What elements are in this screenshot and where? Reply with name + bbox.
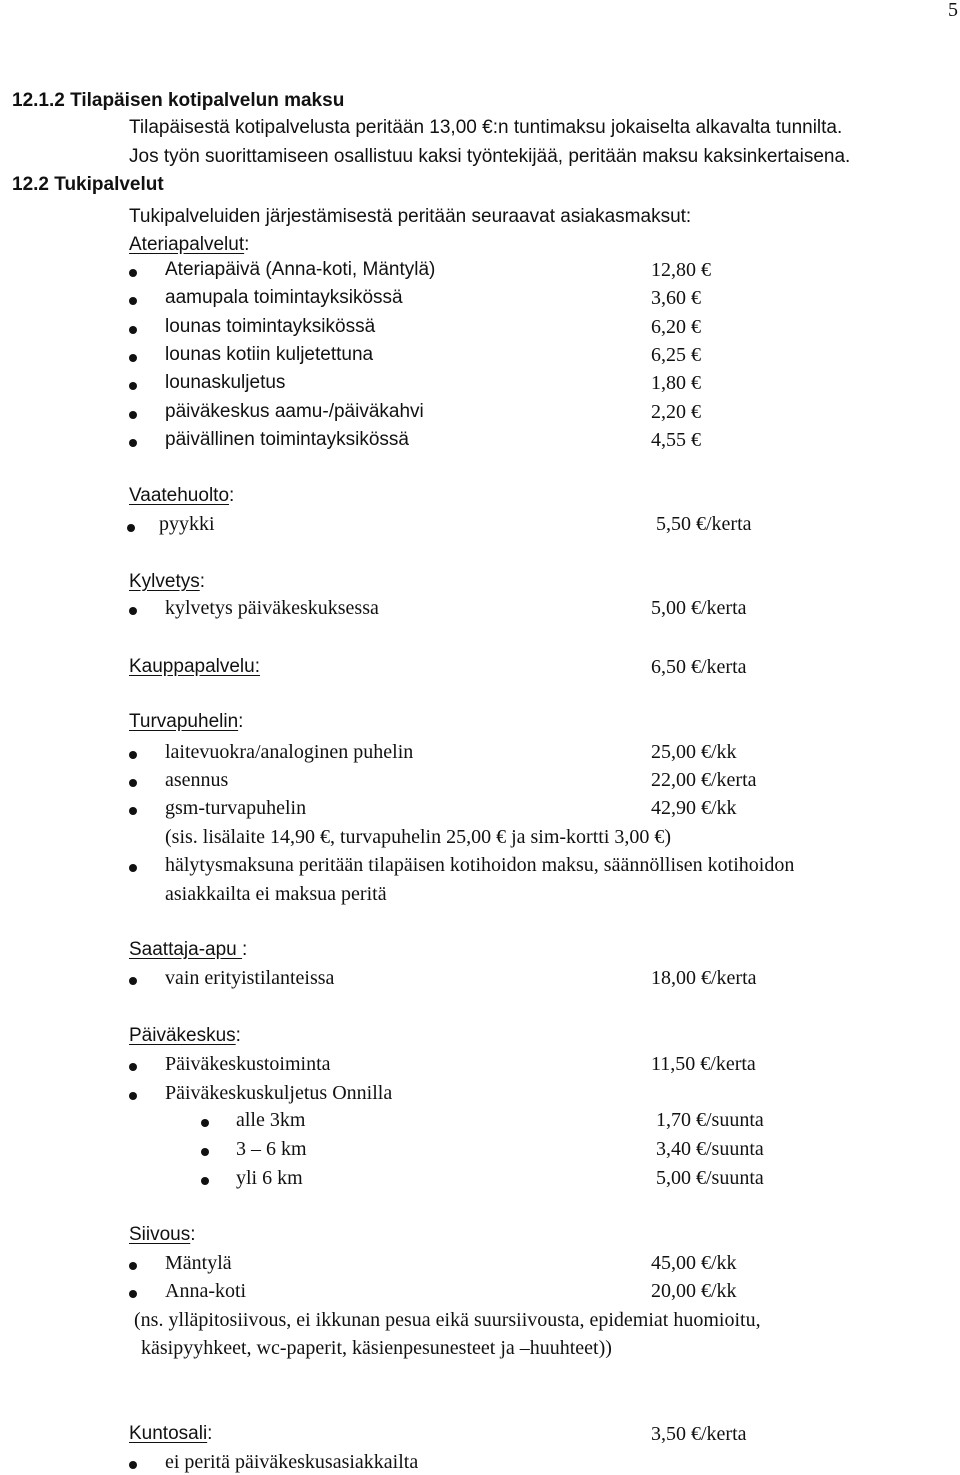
bullet-icon: [129, 354, 137, 362]
note-text: (sis. lisälaite 14,90 €, turvapuhelin 25,00 € ja sim-kortti 3,00 €): [165, 826, 672, 848]
bullet-icon: [129, 1092, 137, 1100]
section-heading-12-2: 12.2 Tukipalvelut: [12, 174, 164, 195]
subheading-text: Vaatehuolto: [129, 485, 230, 506]
subheading-text: Kylvetys: [129, 571, 200, 592]
price-label: pyykki: [159, 513, 215, 535]
subheading-text: Ateriapalvelut: [129, 234, 245, 255]
subheading-turvapuhelin: Turvapuhelin:: [129, 711, 244, 732]
price-value: 2,20 €: [651, 400, 701, 423]
alarm-text: asiakkailta ei maksua peritä: [165, 883, 387, 905]
subheading-kylvetys: Kylvetys:: [129, 571, 206, 592]
alarm-text: hälytysmaksuna peritään tilapäisen kotihoidon maksu, säännöllisen kotihoidon: [165, 854, 795, 876]
bullet-icon: [129, 864, 137, 872]
price-value: 3,50 €/kerta: [651, 1423, 747, 1445]
price-value: 11,50 €/kerta: [651, 1053, 756, 1075]
price-label: alle 3km: [236, 1109, 306, 1131]
paragraph-line: Jos työn suorittamiseen osallistuu kaksi työntekijää, peritään maksu kaksinkertaisena.: [129, 146, 851, 167]
price-value: 6,50 €/kerta: [651, 656, 747, 678]
price-value: 5,00 €/suunta: [656, 1167, 764, 1189]
price-value: 22,00 €/kerta: [651, 769, 757, 791]
paragraph-line: Tilapäisestä kotipalvelusta peritään 13,00 €:n tuntimaksu jokaiselta alkavalta tunnilta.: [129, 117, 843, 138]
price-value: 18,00 €/kerta: [651, 967, 757, 989]
price-value: 1,80 €: [651, 372, 701, 395]
price-value: 25,00 €/kk: [651, 741, 737, 763]
subheading-text: Saattaja-apu: [129, 939, 243, 960]
price-label: laitevuokra/analoginen puhelin: [165, 741, 414, 763]
bullet-icon: [129, 439, 137, 447]
price-value: 1,70 €/suunta: [656, 1109, 764, 1131]
bullet-icon: [129, 779, 137, 787]
price-value: 5,00 €/kerta: [651, 597, 747, 619]
price-value: 4,55 €: [651, 428, 701, 451]
bullet-icon: [201, 1119, 209, 1127]
price-label: gsm-turvapuhelin: [165, 797, 307, 819]
bullet-icon: [129, 1262, 137, 1270]
bullet-icon: [129, 1063, 137, 1071]
bullet-icon: [129, 1290, 137, 1298]
subheading-paivakeskus: Päiväkeskus:: [129, 1025, 241, 1046]
bullet-icon: [129, 977, 137, 985]
subheading-text: Päiväkeskus: [129, 1025, 236, 1046]
price-label: lounas kotiin kuljetettuna: [165, 343, 374, 365]
price-label: lounaskuljetus: [165, 372, 286, 394]
bullet-icon: [129, 326, 137, 334]
bullet-icon: [129, 269, 137, 277]
bullet-icon: [201, 1148, 209, 1156]
price-value: 3,60 €: [651, 287, 701, 310]
price-value: 6,20 €: [651, 315, 701, 338]
price-label: lounas toimintayksikössä: [165, 315, 376, 337]
subheading-text: Kuntosali: [129, 1423, 208, 1444]
bullet-icon: [127, 524, 135, 532]
price-label: yli 6 km: [236, 1167, 303, 1189]
price-label: aamupala toimintayksikössä: [165, 287, 403, 309]
price-label: vain erityistilanteissa: [165, 967, 335, 989]
price-value: 6,25 €: [651, 343, 701, 366]
price-value: 45,00 €/kk: [651, 1252, 737, 1274]
price-label: Päiväkeskuskuljetus Onnilla: [165, 1082, 393, 1104]
subheading-kauppapalvelu: Kauppapalvelu:: [129, 656, 260, 677]
subheading-siivous: Siivous:: [129, 1224, 196, 1245]
subheading-ateriapalvelut: Ateriapalvelut:: [129, 234, 250, 255]
price-value: 5,50 €/kerta: [656, 513, 752, 535]
subheading-kuntosali: Kuntosali:: [129, 1423, 213, 1444]
price-value: 42,90 €/kk: [651, 797, 737, 819]
subheading-saattaja-apu: Saattaja-apu :: [129, 939, 248, 960]
price-label: Ateriapäivä (Anna-koti, Mäntylä): [165, 259, 436, 280]
price-value: 3,40 €/suunta: [656, 1138, 764, 1160]
bullet-icon: [129, 607, 137, 615]
bullet-icon: [129, 297, 137, 305]
bullet-icon: [201, 1177, 209, 1185]
price-label: päiväkeskus aamu-/päiväkahvi: [165, 400, 424, 422]
bullet-icon: [129, 807, 137, 815]
price-value: 12,80 €: [651, 259, 711, 281]
price-label: 3 – 6 km: [236, 1138, 307, 1160]
bullet-icon: [129, 382, 137, 390]
price-label: Anna-koti: [165, 1280, 247, 1302]
note-text: käsipyyhkeet, wc-paperit, käsienpesunesteet ja –huuhteet)): [141, 1337, 612, 1359]
bullet-icon: [129, 751, 137, 759]
price-label: päivällinen toimintayksikössä: [165, 428, 409, 450]
price-label: kylvetys päiväkeskuksessa: [165, 597, 379, 619]
price-value: 20,00 €/kk: [651, 1280, 737, 1302]
price-label: Päiväkeskustoiminta: [165, 1053, 331, 1075]
bullet-icon: [129, 411, 137, 419]
price-label: ei peritä päiväkeskusasiakkailta: [165, 1451, 419, 1473]
subheading-text: Turvapuhelin: [129, 711, 239, 732]
price-label: asennus: [165, 769, 229, 791]
price-label: Mäntylä: [165, 1252, 232, 1274]
bullet-icon: [129, 1461, 137, 1469]
section-heading-12-1-2: 12.1.2 Tilapäisen kotipalvelun maksu: [12, 90, 345, 111]
page-number: 5: [948, 0, 958, 21]
subheading-vaatehuolto: Vaatehuolto:: [129, 485, 235, 506]
note-text: (ns. ylläpitosiivous, ei ikkunan pesua eikä suursiivousta, epidemiat huomioitu,: [134, 1309, 761, 1331]
intro-text: Tukipalveluiden järjestämisestä peritään seuraavat asiakasmaksut:: [129, 206, 692, 227]
subheading-text: Siivous: [129, 1224, 191, 1245]
